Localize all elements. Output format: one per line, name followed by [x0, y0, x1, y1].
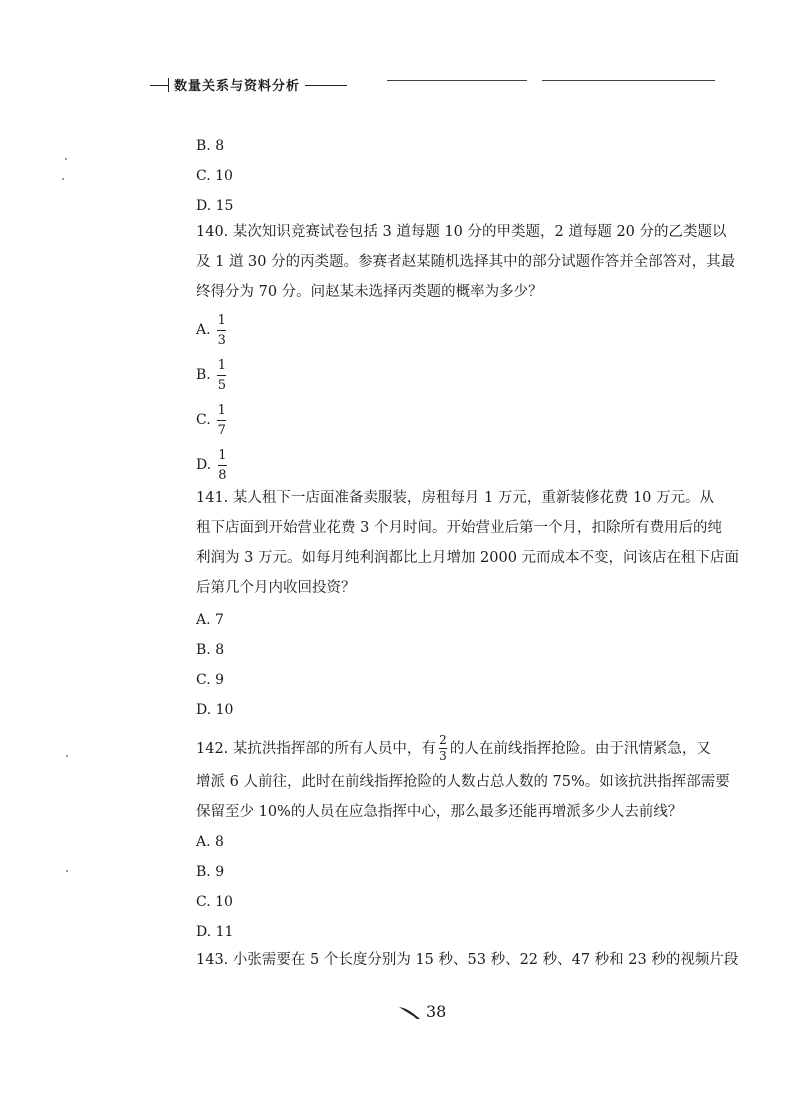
q141-option-a: A. 7	[196, 612, 224, 628]
fraction	[217, 403, 227, 438]
fraction-bar	[217, 330, 226, 331]
q142-option-c: C. 10	[196, 894, 233, 910]
option-letter: D.	[196, 457, 212, 473]
q141-option-b: B. 8	[196, 642, 225, 658]
q142-option-d: D. 11	[196, 924, 234, 940]
q140-line-3: 终得分为 70 分。问赵某未选择丙类题的概率为多少？	[196, 284, 543, 300]
scan-speck	[66, 870, 68, 872]
fraction-numerator: 2	[439, 733, 447, 747]
q142-line-3: 保留至少 10%的人员在应急指挥中心，那么最多还能再增派多少人去前线？	[196, 804, 683, 820]
scan-speck	[65, 158, 67, 160]
option-letter: C.	[196, 412, 211, 428]
fraction-bar	[218, 465, 227, 466]
option-letter: A.	[196, 322, 211, 338]
q140-line-2: 及 1 道 30 分的丙类题。参赛者赵某随机选择其中的部分试题作答并全部答对，其最	[196, 254, 736, 270]
header-rule-left	[150, 85, 168, 86]
page-number: 38	[426, 1002, 447, 1021]
q142-line-2: 增派 6 人前往，此时在前线指挥抢险的人数占总人数的 75%。如该抗洪指挥部需要	[196, 774, 730, 790]
header-tick	[168, 78, 169, 92]
page-footer	[398, 1002, 446, 1021]
q140-option-a	[196, 310, 227, 350]
q141-line-3: 利润为 3 万元。如每月纯利润都比上月增加 2000 元而成本不变，问该店在租下店面	[196, 550, 740, 566]
q141-line-4: 后第几个月内收回投资？	[196, 580, 356, 596]
fraction-numerator: 1	[217, 357, 227, 373]
q140-option-b	[196, 355, 227, 395]
fraction-denominator: 7	[217, 422, 226, 438]
fraction-denominator: 3	[217, 332, 226, 348]
running-header	[150, 72, 715, 96]
fraction-numerator: 1	[217, 402, 226, 418]
quill-pen-icon	[398, 1004, 422, 1020]
inline-fraction	[439, 734, 447, 763]
q143-line-1: 143. 小张需要在 5 个长度分别为 15 秒、53 秒、22 秒、47 秒和 23 秒的视频片段	[196, 952, 739, 968]
q142-option-a: A. 8	[196, 834, 224, 850]
q140-option-d	[196, 445, 227, 485]
fraction-numerator: 1	[217, 312, 226, 328]
fraction-denominator: 8	[218, 467, 227, 483]
header-rule-right-b	[542, 80, 715, 81]
header-title: 数量关系与资料分析	[174, 79, 301, 94]
fraction-numerator: 1	[218, 447, 227, 463]
header-rule-right-a	[387, 80, 527, 81]
q140-option-c	[196, 400, 227, 440]
q141-option-c: C. 9	[196, 672, 225, 688]
q141-line-1: 141. 某人租下一店面准备卖服装，房租每月 1 万元，重新装修花费 10 万元。从	[196, 490, 715, 506]
option-prev-c: C. 10	[196, 168, 233, 184]
scan-speck	[62, 178, 64, 180]
scan-speck	[66, 755, 68, 757]
fraction	[217, 358, 227, 393]
option-prev-b: B. 8	[196, 138, 225, 154]
q142-line-1-before: 142. 某抗洪指挥部的所有人员中，有	[196, 740, 436, 757]
q141-line-2: 租下店面到开始营业花费 3 个月时间。开始营业后第一个月，扣除所有费用后的纯	[196, 520, 722, 536]
header-rule-mid	[305, 85, 347, 86]
fraction-denominator: 5	[217, 377, 227, 393]
fraction-bar	[217, 375, 226, 376]
q142-line-1-after: 的人在前线指挥抢险。由于汛情紧急，又	[449, 740, 711, 757]
fraction	[217, 313, 227, 348]
fraction-bar	[217, 420, 226, 421]
q141-option-d: D. 10	[196, 702, 234, 718]
q140-line-1: 140. 某次知识竞赛试卷包括 3 道每题 10 分的甲类题，2 道每题 20 分的乙类题以	[196, 224, 727, 240]
fraction-denominator: 3	[439, 749, 447, 763]
option-letter: B.	[196, 367, 211, 383]
q142-option-b: B. 9	[196, 864, 225, 880]
q142-line-1	[196, 734, 711, 763]
fraction	[217, 448, 227, 483]
option-prev-d: D. 15	[196, 198, 234, 214]
